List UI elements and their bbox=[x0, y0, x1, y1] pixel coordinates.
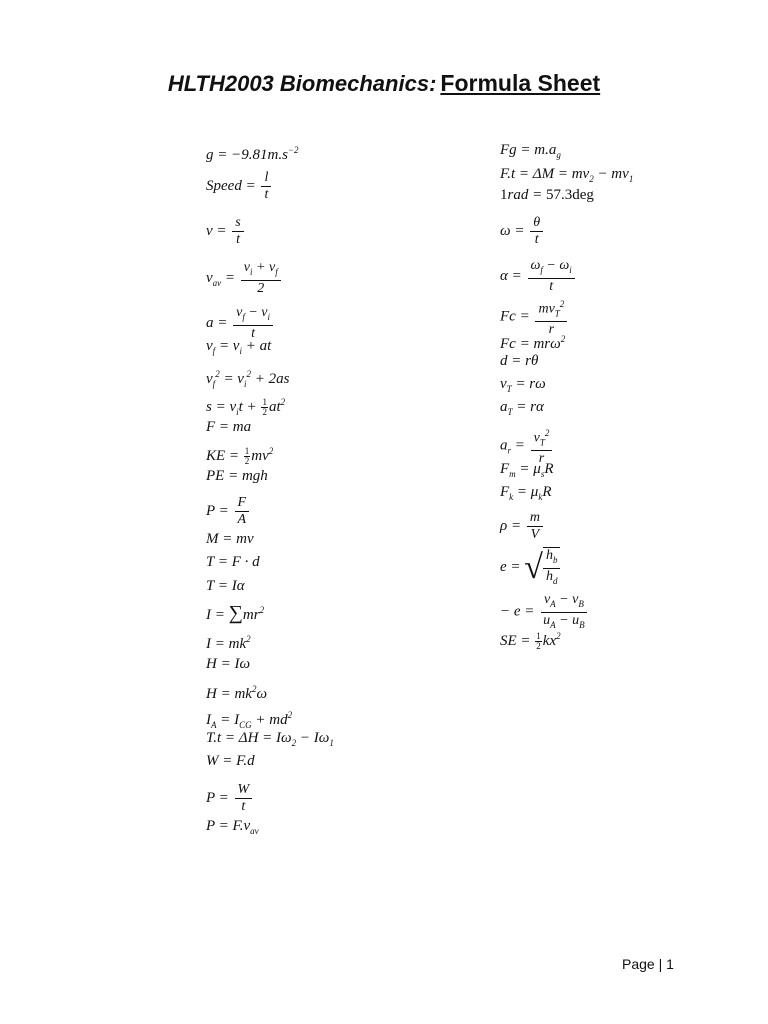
formula-inertia-mk: $I = mk^2$ bbox=[206, 634, 251, 652]
formula-torque-inertia: T = Iα bbox=[206, 578, 245, 594]
formula-momentum: M = mv bbox=[206, 531, 254, 547]
formula-pressure: P = $\frac{F}{A}$ bbox=[206, 495, 251, 528]
course-title: HLTH2003 Biomechanics: bbox=[167, 71, 437, 96]
formula-torque-force: T = F · d bbox=[206, 554, 260, 570]
formula-angular-momentum: H = Iω bbox=[206, 656, 251, 672]
formula-power-velocity: $P = F.v_{av}$ bbox=[206, 818, 259, 836]
formula-vf: $v_f = v_i$ + at bbox=[206, 338, 272, 356]
formula-parallel-axis: $I_A = I_{CG} + md^2$ bbox=[206, 710, 293, 730]
formula-Fc-velocity: Fc = $mv_T^2$ r bbox=[500, 296, 569, 338]
page-number: Page | 1 bbox=[622, 956, 674, 972]
formula-speed: Speed = $\frac{l}{t}$ bbox=[206, 170, 273, 203]
formula-PE: PE = mgh bbox=[206, 468, 268, 484]
formula-angular-momentum-mk: $H = mk^2\omega$ bbox=[206, 684, 268, 702]
formula-work: W = F.d bbox=[206, 753, 255, 769]
formula-F: F = ma bbox=[206, 419, 252, 435]
formula-static-friction: $F_m = \mu_sR$ bbox=[500, 461, 554, 479]
formula-power-work: P = $\frac{W}{t}$ bbox=[206, 782, 254, 815]
formula-restitution-velocity: − e = $\frac{v_A - v_B}{u_A - u_B}$ bbox=[500, 592, 590, 633]
formula-strain-energy: SE = $\frac{1}{2}$ $kx^2$ bbox=[500, 631, 561, 652]
formula-angular-impulse: $T.t = \Delta H = I\omega_2 - I\omega_1$ bbox=[206, 730, 334, 748]
formula-tangential-velocity: $v_T = r\omega$ bbox=[500, 376, 546, 394]
formula-vf2: $v_f^2 = v_i^2 + 2as$ bbox=[206, 369, 290, 389]
formula-accel: a = $\frac{v_f - v_i}{t}$ bbox=[206, 305, 275, 342]
formula-tangential-accel: $a_T = r\alpha$ bbox=[500, 399, 544, 417]
page-title bbox=[0, 70, 768, 97]
formula-kinetic-friction: $F_k = \mu_kR$ bbox=[500, 484, 552, 502]
formula-restitution-height: e = √ $h_b$ $h_d$ bbox=[500, 547, 560, 589]
formula-impulse: $F.t = \Delta M = mv_2 - mv_1$ bbox=[500, 166, 634, 184]
formula-arc-length: d = rθ bbox=[500, 353, 539, 369]
formula-vav: $v_{av}$ = $\frac{v_i + v_f}{2}$ bbox=[206, 260, 283, 297]
formula-velocity: v = $\frac{s}{t}$ bbox=[206, 215, 246, 248]
formula-omega: ω = $\frac{\theta}{t}$ bbox=[500, 215, 545, 248]
formula-Fg: $Fg = m.a_g$ bbox=[500, 142, 561, 160]
formula-Fc-omega: Fc = mrω$^2$ bbox=[500, 334, 566, 352]
sheet-title: Formula Sheet bbox=[440, 70, 601, 96]
formula-alpha: α = $\frac{\omega_f - \omega_i}{t}$ bbox=[500, 258, 577, 295]
formula-inertia-sum: $I = \sum mr^2$ bbox=[206, 602, 265, 624]
formula-radial-accel: $a_r$ = $\frac{v_T^2}{r}$ bbox=[500, 425, 554, 467]
formula-g: $g = -9.81m.s^{-2}$ bbox=[206, 145, 299, 163]
formula-rad: 1rad = 57.3deg bbox=[500, 187, 594, 203]
formula-KE: KE = $\frac{1}{2}$ $mv^2$ bbox=[206, 446, 274, 467]
formula-s: $s = v_it$ + $\frac{1}{2}$ $at^2$ bbox=[206, 397, 286, 418]
formula-density: ρ = $\frac{m}{V}$ bbox=[500, 510, 545, 543]
